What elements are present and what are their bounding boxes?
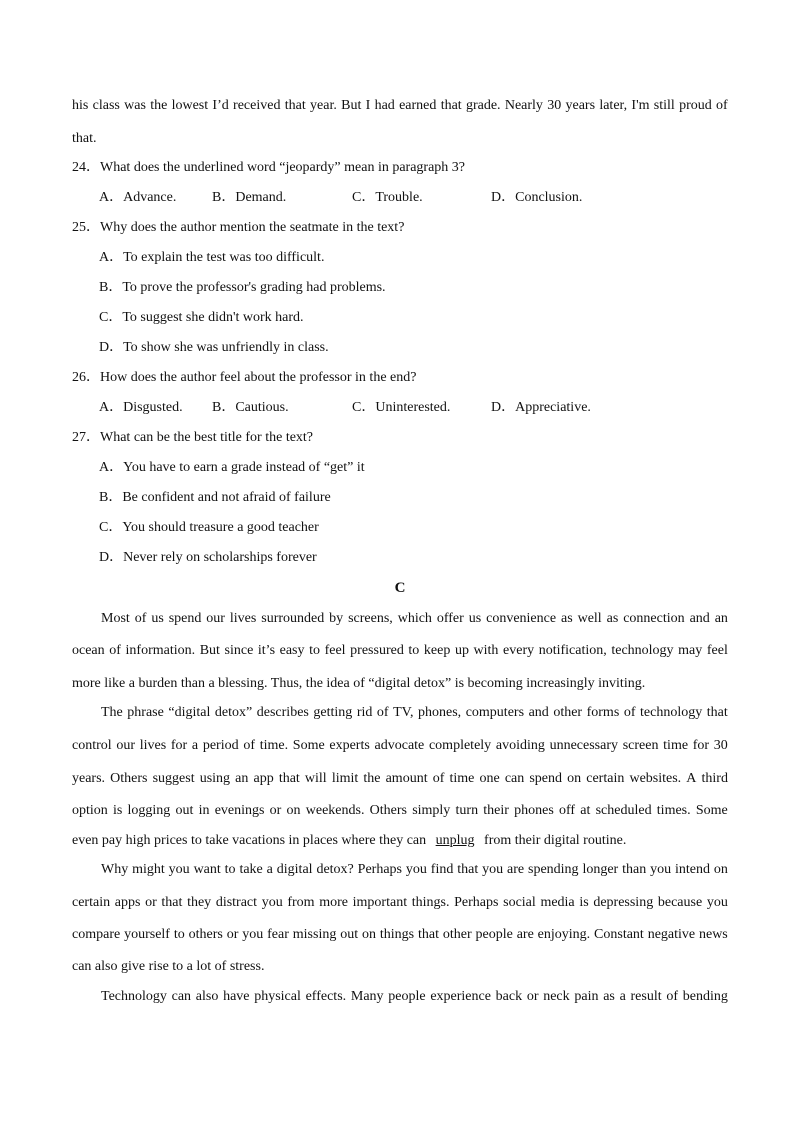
word: result — [630, 989, 662, 1004]
word: as — [561, 611, 573, 626]
word: “digital — [168, 705, 211, 720]
word: Nearly — [504, 98, 543, 113]
word: lowest — [171, 98, 209, 113]
word: pressured — [350, 643, 404, 658]
word: A — [686, 771, 697, 786]
word: simply — [412, 803, 451, 818]
word: at — [580, 803, 591, 818]
q24-option-b: B．Demand. — [212, 190, 287, 205]
word: that — [417, 927, 439, 942]
word: lives — [229, 611, 257, 626]
question-27-stem: 27．What can be the best title for the text? — [72, 430, 314, 445]
word: which — [397, 611, 432, 626]
word: of — [623, 705, 636, 720]
word: scheduled — [595, 803, 652, 818]
word: ocean — [72, 643, 105, 658]
word: you — [650, 862, 672, 877]
word: people — [475, 927, 513, 942]
word: us — [468, 611, 482, 626]
word: intend — [675, 862, 710, 877]
word: you — [482, 862, 504, 877]
word: getting — [313, 705, 353, 720]
word: control — [72, 738, 112, 753]
word: you — [168, 862, 190, 877]
word: time — [663, 738, 689, 753]
word: still — [653, 98, 675, 113]
word: logging — [127, 803, 171, 818]
passage-line — [101, 861, 728, 879]
word: spend — [168, 611, 202, 626]
word: is — [112, 803, 123, 818]
word: lives — [139, 738, 167, 753]
word: received — [233, 98, 281, 113]
word: times. — [656, 803, 691, 818]
word: of — [134, 611, 147, 626]
word: year. — [310, 98, 337, 113]
word: using — [199, 771, 231, 786]
word: can — [504, 771, 525, 786]
word: screen — [622, 738, 659, 753]
word: detox? — [316, 862, 354, 877]
word: information. — [125, 643, 196, 658]
word: advocate — [374, 738, 425, 753]
question-25-stem: 25．Why does the author mention the seatmate in the text? — [72, 220, 405, 235]
word: that — [278, 771, 300, 786]
word: on — [567, 771, 582, 786]
word: us — [151, 611, 164, 626]
word: connection — [623, 611, 685, 626]
word: class — [92, 98, 120, 113]
word: it’s — [257, 643, 276, 658]
passage-line: can also give rise to a lot of stress. — [72, 959, 265, 974]
word: and — [689, 611, 710, 626]
passage-text: even pay high prices to take vacations in places where they can — [72, 833, 427, 848]
word: compare — [72, 927, 121, 942]
word: app — [253, 771, 274, 786]
passage-line: more like a burden than a blessing. Thus, the idea of “digital detox” is becoming increasingly inviting. — [72, 676, 646, 691]
passage-line — [101, 704, 728, 722]
word: for — [170, 738, 188, 753]
word: you — [405, 862, 427, 877]
word: Most — [101, 611, 130, 626]
word: spend — [529, 771, 563, 786]
word: our — [206, 611, 225, 626]
word: But — [341, 98, 362, 113]
word: on — [286, 803, 301, 818]
word: experience — [430, 989, 491, 1004]
word: with — [473, 643, 499, 658]
word: that — [284, 98, 306, 113]
word: from — [287, 895, 315, 910]
word: may — [678, 643, 703, 658]
word: weekends. — [305, 803, 365, 818]
word: as — [603, 989, 615, 1004]
word: rid — [356, 705, 373, 720]
word: out — [340, 927, 359, 942]
word: pain — [574, 989, 599, 1004]
word: time. — [259, 738, 289, 753]
word: longer — [582, 862, 619, 877]
word: Perhaps — [357, 862, 402, 877]
word: because — [657, 895, 703, 910]
word: the — [363, 771, 381, 786]
q24-option-d: D．Conclusion. — [491, 190, 583, 205]
word: Some — [292, 738, 325, 753]
word: suggest — [152, 771, 195, 786]
word: of — [243, 738, 255, 753]
word: digital — [276, 862, 313, 877]
word: will — [304, 771, 327, 786]
word: they — [187, 895, 212, 910]
word: phrase — [127, 705, 164, 720]
word: on — [361, 927, 376, 942]
word: that — [706, 705, 728, 720]
word: feel — [706, 643, 728, 658]
word: that — [457, 862, 479, 877]
word: to — [408, 643, 420, 658]
word: or — [226, 927, 239, 942]
word: proud — [679, 98, 712, 113]
word: of — [432, 771, 445, 786]
question-26-stem: 26．How does the author feel about the professor in the end? — [72, 370, 417, 385]
passage-line: that. — [72, 131, 97, 146]
word: convenience — [486, 611, 557, 626]
passage-line — [72, 894, 728, 912]
word: phones — [514, 803, 554, 818]
word: phones, — [418, 705, 462, 720]
word: avoiding — [495, 738, 545, 753]
word: Technology — [101, 989, 167, 1004]
word: you — [261, 895, 283, 910]
q24-option-c: C．Trouble. — [352, 190, 423, 205]
word: or — [526, 989, 539, 1004]
word: things. — [411, 895, 450, 910]
q27-option-b: B．Be confident and not afraid of failure — [99, 490, 331, 505]
word: 30 — [547, 98, 562, 113]
word: or — [145, 895, 157, 910]
q25-option-d: D．To show she was unfriendly in class. — [99, 340, 329, 355]
word: describes — [256, 705, 309, 720]
word: years. — [72, 771, 106, 786]
word: I’d — [212, 98, 229, 113]
word: social — [503, 895, 536, 910]
word: The — [101, 705, 123, 720]
word: grade. — [465, 98, 501, 113]
word: negative — [647, 927, 696, 942]
word: his — [72, 98, 89, 113]
q27-option-d: D．Never rely on scholarships forever — [99, 550, 317, 565]
word: news — [698, 927, 728, 942]
word: had — [374, 98, 395, 113]
word: other — [553, 705, 583, 720]
word: surrounded — [261, 611, 325, 626]
word: off — [559, 803, 576, 818]
word: an — [714, 611, 728, 626]
word: technology — [640, 705, 703, 720]
word: for — [692, 738, 710, 753]
underlined-word-unplug: unplug — [435, 833, 475, 848]
q27-option-c: C．You should treasure a good teacher — [99, 520, 319, 535]
word: notification, — [538, 643, 607, 658]
q25-option-a: A．To explain the test was too difficult. — [99, 250, 325, 265]
word: more — [319, 895, 348, 910]
q26-option-a: A．Disgusted. — [99, 400, 183, 415]
passage-line — [72, 642, 728, 660]
word: turn — [455, 803, 479, 818]
word: distract — [215, 895, 258, 910]
passage-line — [72, 802, 728, 820]
q26-option-d: D．Appreciative. — [491, 400, 591, 415]
word: certain — [72, 895, 111, 910]
word: evenings — [214, 803, 265, 818]
word: Many — [350, 989, 384, 1004]
word: every — [503, 643, 535, 658]
word: things — [379, 927, 415, 942]
passage-text: from their digital routine. — [484, 833, 627, 848]
word: take — [239, 862, 263, 877]
word: of — [376, 705, 389, 720]
word: screens, — [348, 611, 393, 626]
word: than — [622, 862, 647, 877]
word: Others — [110, 771, 148, 786]
word: our — [116, 738, 136, 753]
word: feel — [324, 643, 346, 658]
word: limit — [331, 771, 359, 786]
word: or — [269, 803, 282, 818]
word: people — [388, 989, 426, 1004]
passage-line — [72, 832, 626, 850]
q24-option-a: A．Advance. — [99, 190, 177, 205]
word: is — [579, 895, 589, 910]
word: also — [195, 989, 219, 1004]
q26-option-c: C．Uninterested. — [352, 400, 451, 415]
word: years — [565, 98, 596, 113]
word: up — [454, 643, 469, 658]
word: important — [352, 895, 408, 910]
word: I'm — [631, 98, 650, 113]
word: offer — [436, 611, 464, 626]
word: depressing — [593, 895, 654, 910]
word: period — [202, 738, 239, 753]
word: computers — [465, 705, 525, 720]
word: to — [173, 927, 185, 942]
word: their — [483, 803, 509, 818]
section-heading: C — [394, 580, 406, 596]
word: I — [365, 98, 371, 113]
q27-option-a: A．You have to earn a grade instead of “get” it — [99, 460, 365, 475]
word: earned — [399, 98, 437, 113]
word: Others — [369, 803, 407, 818]
word: experts — [329, 738, 370, 753]
word: missing — [292, 927, 337, 942]
word: enjoying. — [537, 927, 591, 942]
word: forms — [586, 705, 620, 720]
word: want — [193, 862, 221, 877]
word: of — [109, 643, 121, 658]
word: are — [507, 862, 525, 877]
word: one — [479, 771, 500, 786]
word: websites. — [629, 771, 682, 786]
word: are — [516, 927, 534, 942]
word: TV, — [393, 705, 414, 720]
word: technology — [611, 643, 674, 658]
passage-line — [72, 926, 728, 944]
passage-line — [72, 770, 728, 788]
word: unnecessary — [549, 738, 618, 753]
word: Perhaps — [454, 895, 499, 910]
word: well — [577, 611, 602, 626]
word: others — [188, 927, 223, 942]
word: have — [223, 989, 250, 1004]
q25-option-c: C．To suggest she didn't work hard. — [99, 310, 304, 325]
word: a — [266, 862, 273, 877]
word: third — [701, 771, 728, 786]
word: in — [198, 803, 210, 818]
word: Why — [101, 862, 129, 877]
word: Constant — [594, 927, 644, 942]
word: might — [132, 862, 165, 877]
word: easy — [279, 643, 305, 658]
q25-option-b: B．To prove the professor's grading had problems. — [99, 280, 386, 295]
passage-line — [101, 610, 728, 628]
passage-line — [101, 988, 728, 1006]
word: effects. — [305, 989, 347, 1004]
word: you — [242, 927, 264, 942]
word: that — [440, 98, 462, 113]
word: physical — [254, 989, 301, 1004]
word: can — [171, 989, 192, 1004]
word: that — [161, 895, 183, 910]
word: on — [713, 862, 728, 877]
word: a — [619, 989, 626, 1004]
word: back — [495, 989, 523, 1004]
question-24-stem: 24．What does the underlined word “jeopardy” mean in paragraph 3? — [72, 160, 466, 175]
word: neck — [543, 989, 570, 1004]
word: by — [329, 611, 344, 626]
word: media — [540, 895, 575, 910]
passage-line — [72, 97, 728, 115]
word: the — [150, 98, 168, 113]
word: keep — [423, 643, 451, 658]
passage-line — [72, 737, 728, 755]
word: you — [706, 895, 728, 910]
word: to — [309, 643, 320, 658]
word: to — [224, 862, 236, 877]
word: 30 — [713, 738, 728, 753]
word: certain — [586, 771, 625, 786]
word: option — [72, 803, 108, 818]
q26-option-b: B．Cautious. — [212, 400, 289, 415]
word: of — [666, 989, 679, 1004]
word: amount — [385, 771, 428, 786]
word: as — [606, 611, 619, 626]
word: bending — [682, 989, 728, 1004]
word: out — [175, 803, 194, 818]
word: time — [449, 771, 475, 786]
word: other — [442, 927, 472, 942]
word: fear — [267, 927, 289, 942]
word: spending — [528, 862, 579, 877]
word: and — [528, 705, 549, 720]
word: detox” — [214, 705, 253, 720]
word: a — [191, 738, 199, 753]
word: But — [199, 643, 220, 658]
word: yourself — [124, 927, 170, 942]
word: an — [235, 771, 249, 786]
word: was — [124, 98, 146, 113]
word: find — [430, 862, 454, 877]
word: since — [224, 643, 254, 658]
word: apps — [114, 895, 141, 910]
word: Some — [695, 803, 728, 818]
word: of — [716, 98, 728, 113]
word: completely — [428, 738, 492, 753]
word: later, — [599, 98, 628, 113]
